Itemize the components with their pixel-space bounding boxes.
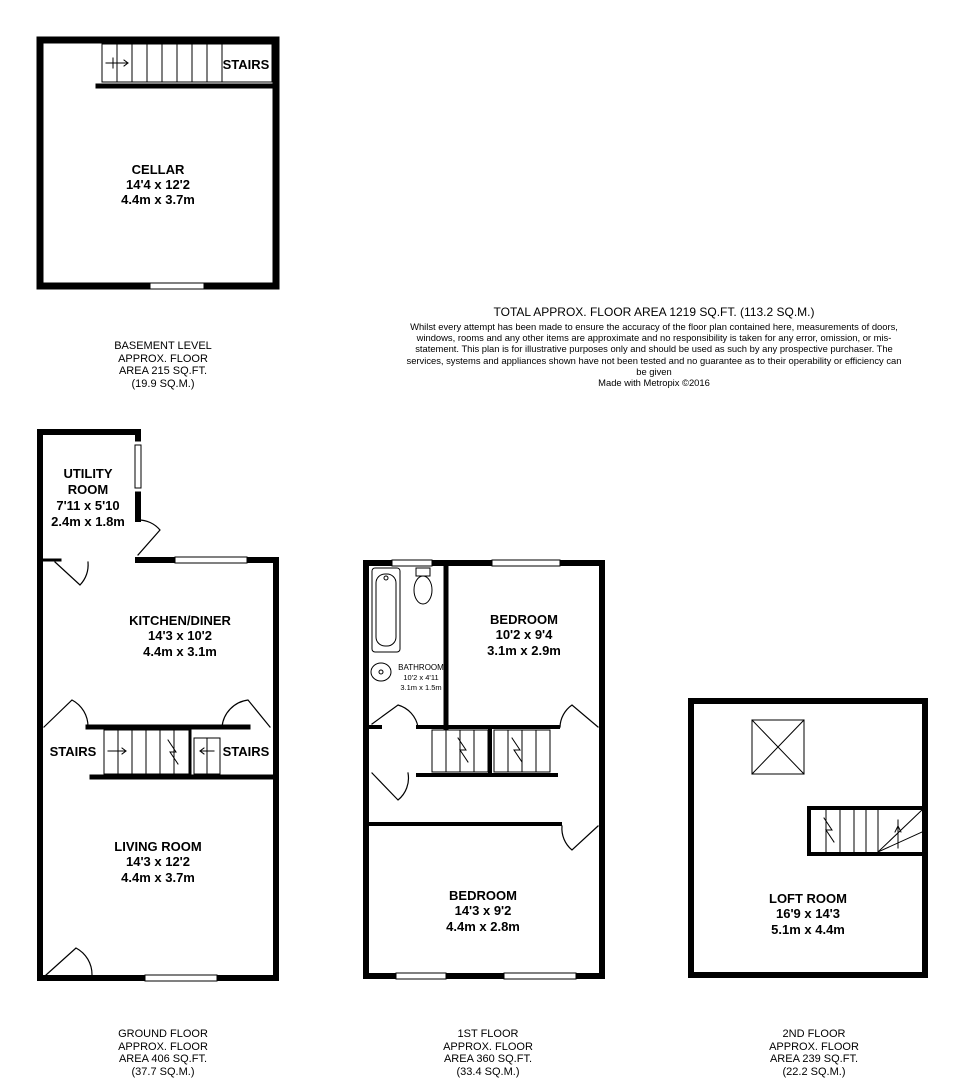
disclaimer-text: Whilst every attempt has been made to ensure the accuracy of the floor plan contained here, measurements of doors, windows, rooms and any other items are approximate and no responsibility is taken for any error, omission, or mis-statement. This plan is for illustrative purposes only and should be used as such by any prospective purchaser. The services, systems and appliances shown have not been tested and no guarantee as to their operability or efficiency can be given (406, 321, 902, 377)
bedroom2-metric: 4.4m x 2.8m (446, 919, 520, 934)
cellar-metric: 4.4m x 3.7m (121, 192, 195, 207)
total-area-title: TOTAL APPROX. FLOOR AREA 1219 SQ.FT. (113.2 SQ.M.) (493, 305, 815, 319)
ground-caption-line1: GROUND FLOOR (118, 1028, 208, 1040)
bedroom2-imperial: 14'3 x 9'2 (454, 903, 512, 918)
ground-caption-line4: (37.7 SQ.M.) (131, 1065, 195, 1078)
first-caption-line2: APPROX. FLOOR (443, 1040, 533, 1053)
disclaimer-block (404, 305, 904, 388)
loft-imperial: 16'9 x 14'3 (775, 906, 841, 921)
first-caption-line4: (33.4 SQ.M.) (456, 1065, 520, 1078)
second-caption-line4: (22.2 SQ.M.) (782, 1065, 846, 1078)
metropix-credit: Made with Metropix ©2016 (598, 377, 710, 389)
bedroom1-name: BEDROOM (490, 612, 558, 627)
cellar-stairs-label: STAIRS (222, 57, 270, 72)
ground-caption-line2: APPROX. FLOOR (118, 1040, 208, 1053)
utility-name-line1: UTILITY (63, 466, 113, 481)
ground-caption (83, 1028, 243, 1078)
utility-imperial: 7'11 x 5'10 (56, 498, 120, 513)
basement-caption (83, 340, 243, 390)
ground-stairs-label-right: STAIRS (222, 744, 270, 759)
ground-caption-line3: AREA 406 SQ.FT. (118, 1053, 208, 1065)
basement-caption-line2: APPROX. FLOOR (118, 352, 208, 365)
first-caption-line3: AREA 360 SQ.FT. (443, 1053, 533, 1065)
kitchen-imperial: 14'3 x 10'2 (147, 628, 213, 643)
basement-caption-line4: (19.9 SQ.M.) (131, 377, 195, 390)
basement-caption-line3: AREA 215 SQ.FT. (118, 365, 208, 377)
cellar-imperial: 14'4 x 12'2 (125, 177, 191, 192)
bedroom1-imperial: 10'2 x 9'4 (495, 627, 553, 642)
living-imperial: 14'3 x 12'2 (125, 854, 191, 869)
basement-caption-line1: BASEMENT LEVEL (114, 340, 212, 352)
skylight (752, 720, 804, 774)
bedroom1-metric: 3.1m x 2.9m (487, 643, 561, 658)
first-caption-line1: 1ST FLOOR (457, 1028, 519, 1040)
loft-metric: 5.1m x 4.4m (771, 922, 845, 937)
kitchen-name: KITCHEN/DINER (129, 613, 231, 628)
utility-name-line2: ROOM (67, 482, 109, 497)
second-caption-line1: 2ND FLOOR (782, 1028, 846, 1040)
living-metric: 4.4m x 3.7m (121, 870, 195, 885)
bedroom2-name: BEDROOM (449, 888, 517, 903)
utility-metric: 2.4m x 1.8m (51, 514, 125, 529)
bathroom-metric: 3.1m x 1.5m (400, 683, 442, 692)
cellar-name: CELLAR (131, 162, 185, 177)
second-caption-line2: APPROX. FLOOR (769, 1040, 859, 1053)
loft-stairs (824, 810, 922, 852)
bathroom-imperial: 10'2 x 4'11 (403, 673, 439, 682)
first-caption (408, 1028, 568, 1078)
bathroom-name: BATHROOM (398, 663, 444, 672)
ground-stairs-label-left: STAIRS (49, 744, 97, 759)
second-caption (734, 1028, 894, 1078)
ground-stairs-left (104, 730, 220, 774)
kitchen-metric: 4.4m x 3.1m (143, 644, 217, 659)
loft-name: LOFT ROOM (769, 891, 847, 906)
second-caption-line3: AREA 239 SQ.FT. (769, 1053, 859, 1065)
living-name: LIVING ROOM (114, 839, 202, 854)
